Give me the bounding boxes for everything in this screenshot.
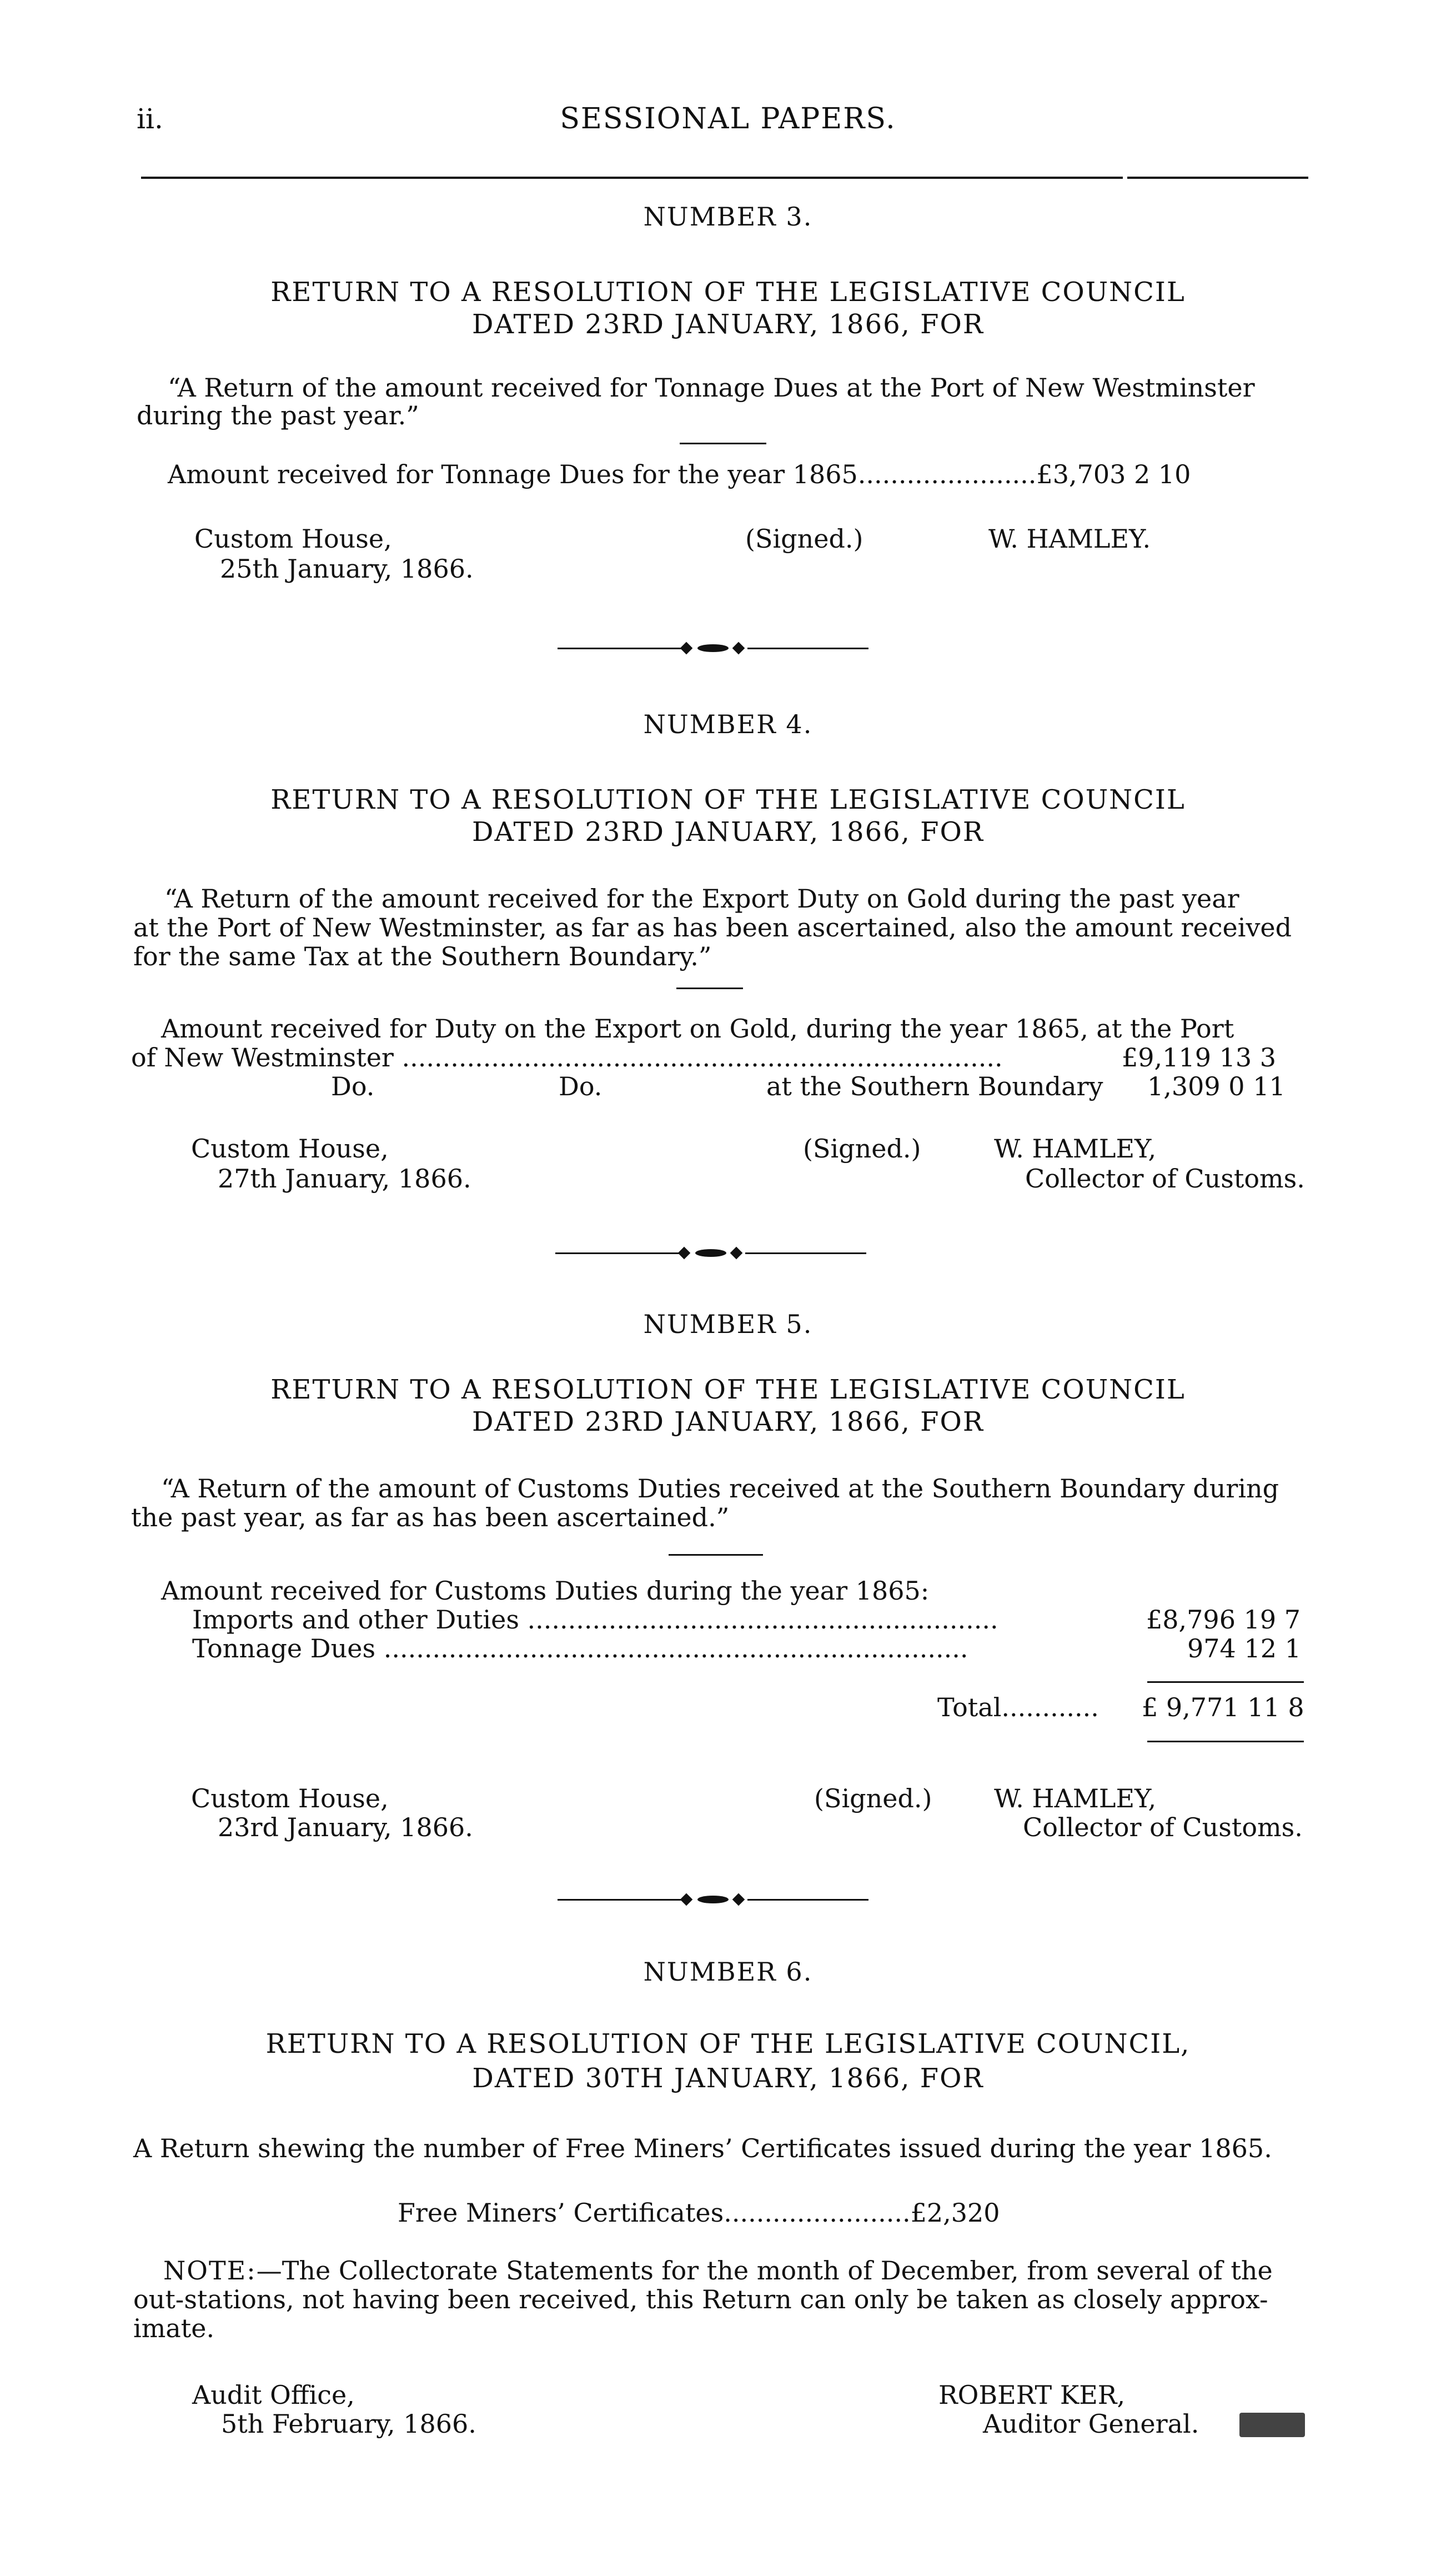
section-5-sign-place: Custom House,: [191, 1783, 389, 1813]
section-ornament: [558, 643, 868, 654]
section-3-signed: (Signed.): [745, 524, 863, 554]
section-5-subtotal-rule: [1147, 1681, 1304, 1683]
section-6-note-line3: imate.: [133, 2313, 215, 2343]
section-6-note-line1: [163, 2255, 1273, 2286]
section-4-do-1: Do.: [331, 1071, 375, 1101]
section-5-item-value: £8,796 19 7: [1146, 1605, 1301, 1635]
section-3-divider: [680, 443, 766, 444]
section-4-signer-title: Collector of Customs.: [1025, 1164, 1305, 1194]
ink-stamp: [1239, 2413, 1305, 2437]
section-5-item-value: 974 12 1: [1187, 1633, 1301, 1663]
section-5-signed: (Signed.): [814, 1783, 932, 1813]
section-4-heading-line1: RETURN TO A RESOLUTION OF THE LEGISLATIVE COUNCIL: [270, 784, 1186, 815]
section-6-number: NUMBER 6.: [643, 1957, 813, 1987]
section-4-do-2: Do.: [559, 1071, 603, 1101]
section-6-heading-line2: DATED 30TH JANUARY, 1866, FOR: [472, 2063, 984, 2094]
section-4-southern-value: 1,309 0 11: [1147, 1071, 1286, 1101]
section-3-quote-line2: during the past year.”: [137, 400, 419, 430]
section-5-quote-line1: “A Return of the amount of Customs Duties received at the Southern Boundary during: [161, 1474, 1279, 1503]
section-5-heading-line1: RETURN TO A RESOLUTION OF THE LEGISLATIVE COUNCIL: [270, 1374, 1186, 1405]
section-4-quote-line3: for the same Tax at the Southern Boundary.”: [133, 941, 712, 971]
section-4-quote-line2: at the Port of New Westminster, as far as has been ascertained, also the amount received: [133, 913, 1292, 943]
section-5-divider: [669, 1554, 763, 1556]
section-4-sign-date: 27th January, 1866.: [218, 1164, 471, 1194]
section-4-amount-value: £9,119 13 3: [1122, 1043, 1276, 1072]
section-3-heading-line1: RETURN TO A RESOLUTION OF THE LEGISLATIVE COUNCIL: [270, 277, 1186, 308]
section-4-signed: (Signed.): [803, 1134, 921, 1164]
section-3-quote-line1: “A Return of the amount received for Tonnage Dues at the Port of New Westminster: [168, 373, 1255, 403]
page-number: ii.: [137, 103, 163, 135]
section-6-sign-date: 5th February, 1866.: [221, 2409, 476, 2439]
section-3-number: NUMBER 3.: [643, 202, 813, 232]
section-5-number: NUMBER 5.: [643, 1309, 813, 1339]
section-5-sign-date: 23rd January, 1866.: [218, 1812, 473, 1842]
section-6-signer: ROBERT KER,: [938, 2380, 1126, 2410]
section-ornament: [555, 1247, 866, 1259]
section-4-number: NUMBER 4.: [643, 709, 813, 739]
section-6-certificates-line: Free Miners’ Certificates.......................£2,320: [398, 2198, 1000, 2228]
section-4-signer: W. HAMLEY,: [994, 1134, 1157, 1164]
note-label: NOTE:: [163, 2256, 257, 2286]
section-3-amount-line: Amount received for Tonnage Dues for the year 1865......................£3,703 2 10: [168, 459, 1191, 489]
note-text: —The Collectorate Statements for the month of December, from several of the: [256, 2256, 1273, 2286]
section-6-note-line2: out-stations, not having been received, this Return can only be taken as closely approx-: [133, 2284, 1268, 2314]
section-4-divider: [676, 988, 743, 989]
section-5-total-rule: [1147, 1741, 1304, 1742]
section-3-sign-place: Custom House,: [194, 524, 392, 554]
running-title: SESSIONAL PAPERS.: [560, 102, 896, 136]
section-4-sign-place: Custom House,: [191, 1134, 389, 1164]
section-4-quote-line1: “A Return of the amount received for the Export Duty on Gold during the past year: [164, 884, 1239, 914]
section-4-southern-label: at the Southern Boundary: [766, 1071, 1103, 1101]
section-5-item-label: Tonnage Dues ........................................................................: [192, 1633, 968, 1663]
section-5-signer: W. HAMLEY,: [994, 1783, 1157, 1813]
section-6-sign-place: Audit Office,: [192, 2380, 355, 2410]
section-4-heading-line2: DATED 23RD JANUARY, 1866, FOR: [472, 816, 984, 848]
section-3-sign-date: 25th January, 1866.: [220, 554, 474, 584]
section-5-total-value: £ 9,771 11 8: [1142, 1692, 1304, 1722]
section-5-total-label: Total............: [937, 1692, 1099, 1722]
section-ornament: [558, 1894, 868, 1905]
section-6-return-line: A Return shewing the number of Free Miners’ Certificates issued during the year 1865.: [133, 2133, 1272, 2163]
section-6-signer-title: Auditor General.: [983, 2409, 1199, 2439]
section-3-heading-line2: DATED 23RD JANUARY, 1866, FOR: [472, 309, 984, 340]
header-rule-left: [141, 177, 1123, 179]
section-6-heading-line1: RETURN TO A RESOLUTION OF THE LEGISLATIVE COUNCIL,: [265, 2028, 1191, 2059]
section-4-amount-line1: Amount received for Duty on the Export on Gold, during the year 1865, at the Port: [161, 1014, 1234, 1044]
section-3-signer: W. HAMLEY.: [988, 524, 1151, 554]
section-5-signer-title: Collector of Customs.: [1023, 1812, 1303, 1842]
section-5-amount-intro: Amount received for Customs Duties during the year 1865:: [161, 1576, 930, 1606]
section-5-heading-line2: DATED 23RD JANUARY, 1866, FOR: [472, 1406, 984, 1437]
header-rule-right: [1127, 177, 1308, 179]
section-5-item-label: Imports and other Duties ..........................................................: [192, 1605, 998, 1635]
section-4-amount-label: of New Westminster ..........................................................................: [131, 1043, 1003, 1072]
section-5-quote-line2: the past year, as far as has been ascertained.”: [131, 1502, 730, 1532]
